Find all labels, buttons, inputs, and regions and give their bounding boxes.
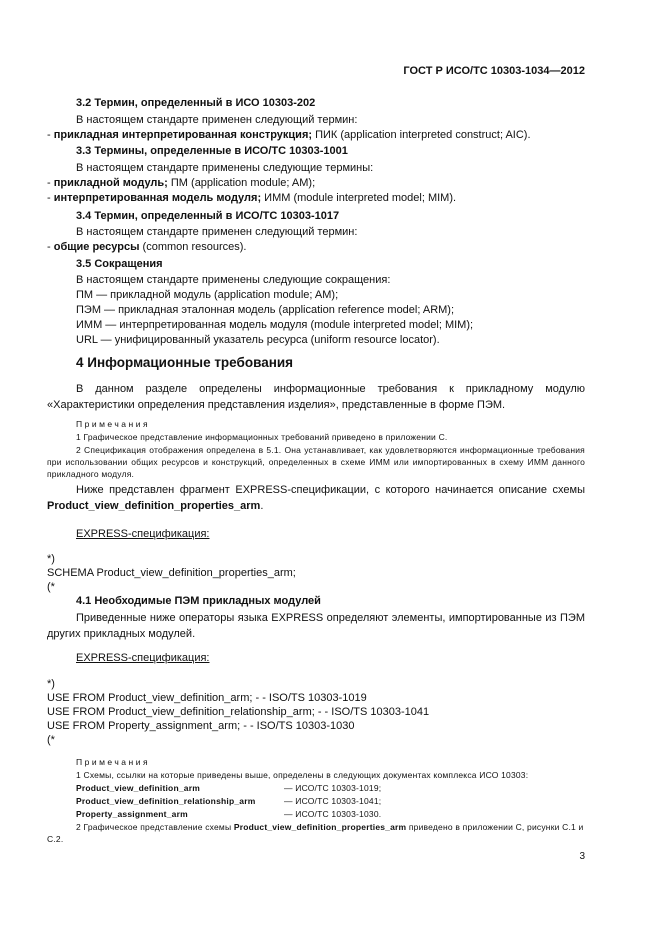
ref-document: — ИСО/ТС 10303-1019;	[284, 783, 382, 793]
section-4-paragraph: В данном разделе определены информационные требования к прикладному модулю «Характеристики определения представления изделия», представленные в форме ПЭМ.	[47, 383, 585, 411]
section-4-paragraph-2	[47, 482, 585, 514]
term-bold: общие ресурсы	[53, 241, 140, 253]
express-spec-label: EXPRESS-спецификация:	[76, 528, 210, 540]
section-3-2-heading: 3.2 Термин, определенный в ИСО 10303-202	[76, 97, 316, 109]
code-line: *)	[47, 678, 55, 690]
abbreviation-line: ПЭМ — прикладная эталонная модель (application reference model; ARM);	[76, 304, 455, 316]
code-line: SCHEMA Product_view_definition_properties_arm;	[47, 567, 296, 579]
ref-schema-name: Property_assignment_arm	[76, 809, 188, 819]
section-3-4-intro: В настоящем стандарте применен следующий термин:	[76, 226, 358, 238]
section-4-1-heading: 4.1 Необходимые ПЭМ прикладных модулей	[76, 595, 321, 607]
code-line: *)	[47, 553, 55, 565]
para2-text: Ниже представлен фрагмент EXPRESS-спецификации, с которого начинается описание схемы	[76, 484, 585, 496]
section-3-5-heading: 3.5 Сокращения	[76, 258, 163, 270]
term-rest: (common resources).	[139, 241, 247, 253]
code-line: USE FROM Product_view_definition_relationship_arm; - - ISO/TS 10303-1041	[47, 706, 430, 718]
section-3-2-term: - прикладная интерпретированная конструкция; ПИК (application interpreted construct; AIC).	[47, 129, 531, 141]
note-1: 1 Схемы, ссылки на которые приведены выше, определены в следующих документах комплекса ИСО 10303:	[76, 770, 529, 780]
abbreviation-line: ПМ — прикладной модуль (application module; AM);	[76, 289, 339, 301]
abbreviation-line: ИММ — интерпретированная модель модуля (module interpreted model; MIM);	[76, 319, 474, 331]
note-2: 2 Спецификация отображения определена в 5.1. Она устанавливает, как удовлетворяются информационные требования при использовании общих ресурсов и конструкций, определенных в схеме ИММ или импортированных в схему ИММ данного прикладного модуля.	[47, 445, 585, 479]
page-number: 3	[579, 851, 585, 862]
code-line: USE FROM Property_assignment_arm; - - ISO/TS 10303-1030	[47, 720, 355, 732]
express-spec-label: EXPRESS-спецификация:	[76, 652, 210, 664]
section-4-1-paragraph: Приведенные ниже операторы языка EXPRESS определяют элементы, импортированные из ПЭМ других прикладных модулей.	[47, 612, 585, 640]
term-bold: прикладная интерпретированная конструкция;	[53, 129, 313, 141]
section-3-2-intro: В настоящем стандарте применен следующий термин:	[76, 114, 358, 126]
section-3-3-heading: 3.3 Термины, определенные в ИСО/ТС 10303-1001	[76, 145, 348, 157]
abbreviation-line: URL — унифицированный указатель ресурса (uniform resource locator).	[76, 334, 440, 346]
term-rest: ПМ (application module; AM);	[167, 177, 316, 189]
ref-document: — ИСО/ТС 10303-1041;	[284, 796, 382, 806]
document-header: ГОСТ Р ИСО/ТС 10303-1034—2012	[403, 65, 585, 77]
code-line: (*	[47, 734, 55, 746]
ref-schema-name: Product_view_definition_relationship_arm	[76, 796, 256, 806]
ref-schema-name: Product_view_definition_arm	[76, 783, 200, 793]
note2-text: 2 Графическое представление схемы	[76, 822, 234, 832]
code-line: (*	[47, 581, 55, 593]
para2-end: .	[260, 500, 264, 512]
term-bold: интерпретированная модель модуля;	[53, 192, 262, 204]
section-3-4-heading: 3.4 Термин, определенный в ИСО/ТС 10303-1017	[76, 210, 340, 222]
notes-label: Примечания	[76, 757, 151, 767]
schema-name: Product_view_definition_properties_arm	[47, 500, 261, 512]
section-3-4-term: - общие ресурсы (common resources).	[47, 241, 247, 253]
schema-name: Product_view_definition_properties_arm	[233, 822, 407, 832]
note-2	[47, 821, 585, 845]
note-1: 1 Графическое представление информационных требований приведено в приложении С.	[76, 432, 448, 442]
section-3-3-term-1: - прикладной модуль; ПМ (application module; AM);	[47, 177, 316, 189]
ref-document: — ИСО/ТС 10303-1030.	[284, 809, 382, 819]
section-3-3-term-2: - интерпретированная модель модуля; ИММ (module interpreted model; MIM).	[47, 192, 457, 204]
term-bold: прикладной модуль;	[53, 177, 168, 189]
term-rest: ПИК (application interpreted construct; AIC).	[312, 129, 531, 141]
section-3-5-intro: В настоящем стандарте применены следующие сокращения:	[76, 274, 391, 286]
section-3-3-intro: В настоящем стандарте применены следующие термины:	[76, 162, 374, 174]
term-rest: ИММ (module interpreted model; MIM).	[261, 192, 457, 204]
notes-label: Примечания	[76, 419, 151, 429]
note2-text-end: приведено в приложении С, рисунки С.1 и С.2.	[47, 822, 584, 844]
code-line: USE FROM Product_view_definition_arm; - - ISO/TS 10303-1019	[47, 692, 367, 704]
section-4-heading: 4 Информационные требования	[76, 355, 294, 370]
